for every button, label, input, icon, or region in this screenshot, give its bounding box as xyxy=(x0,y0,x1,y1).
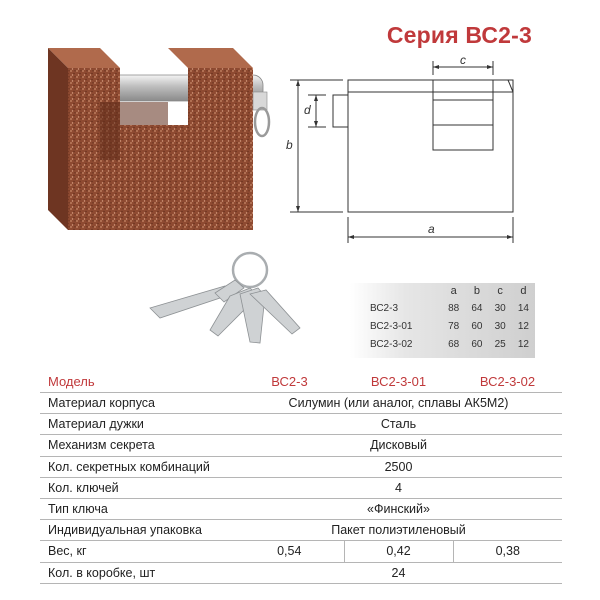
dim-value: 78 xyxy=(448,320,460,332)
table-row xyxy=(40,393,562,414)
spec-value: Пакет полиэтиленовый xyxy=(235,520,562,541)
dim-model: ВС2-3 xyxy=(370,302,399,314)
spec-label: Материал корпуса xyxy=(40,393,235,414)
keys-image xyxy=(140,248,310,358)
spec-value: 0,54 xyxy=(235,541,344,562)
dim-label-c: c xyxy=(460,53,466,67)
spec-value: 0,42 xyxy=(344,541,453,562)
model-column-header: ВС2-3 xyxy=(271,373,308,389)
table-row xyxy=(40,456,562,477)
spec-value: Сталь xyxy=(235,414,562,435)
dim-value: 30 xyxy=(494,320,506,332)
spec-label: Кол. секретных комбинаций xyxy=(40,456,235,477)
dim-value: 12 xyxy=(517,320,529,332)
padlock-image xyxy=(28,40,278,250)
dimension-drawing xyxy=(288,55,538,255)
dim-model: ВС2-3-01 xyxy=(370,320,413,332)
dimension-table xyxy=(350,283,535,358)
spec-label: Кол. ключей xyxy=(40,477,235,498)
dim-value: 14 xyxy=(517,302,529,314)
model-column-header: ВС2-3-02 xyxy=(479,373,536,389)
dim-value: 12 xyxy=(517,338,529,350)
spec-value: 2500 xyxy=(235,456,562,477)
model-column-header: ВС2-3-01 xyxy=(370,373,427,389)
specs-header-label: Модель xyxy=(48,373,95,389)
table-row xyxy=(40,562,562,583)
specs-header-row xyxy=(40,370,562,393)
table-row xyxy=(40,477,562,498)
spec-value: 24 xyxy=(235,562,562,583)
table-row xyxy=(350,317,535,335)
table-row xyxy=(40,414,562,435)
page-title: Серия ВС2-3 xyxy=(386,22,532,48)
dim-value: 60 xyxy=(471,320,483,332)
table-row xyxy=(40,498,562,519)
spec-label: Материал дужки xyxy=(40,414,235,435)
spec-value: 4 xyxy=(235,477,562,498)
dim-col-header: a xyxy=(450,285,457,297)
dim-model: ВС2-3-02 xyxy=(370,338,413,350)
spec-label: Индивидуальная упаковка xyxy=(40,520,235,541)
spec-label: Тип ключа xyxy=(40,498,235,519)
specs-table xyxy=(40,370,562,584)
table-row xyxy=(350,299,535,317)
spec-value: Силумин (или аналог, сплавы АК5М2) xyxy=(235,393,562,414)
table-row xyxy=(40,541,562,562)
spec-label: Механизм секрета xyxy=(40,435,235,456)
spec-value: Дисковый xyxy=(235,435,562,456)
dim-label-b: b xyxy=(286,138,293,152)
table-row xyxy=(40,435,562,456)
spec-label: Кол. в коробке, шт xyxy=(40,562,235,583)
dim-col-header: d xyxy=(520,285,527,297)
dim-label-a: a xyxy=(428,222,435,236)
dim-col-header: c xyxy=(497,285,503,297)
dim-col-header: b xyxy=(473,285,480,297)
dim-value: 64 xyxy=(471,302,483,314)
spec-value: 0,38 xyxy=(453,541,562,562)
table-row xyxy=(350,335,535,353)
dim-value: 30 xyxy=(494,302,506,314)
dim-value: 60 xyxy=(471,338,483,350)
spec-value: «Финский» xyxy=(235,498,562,519)
dim-value: 25 xyxy=(494,338,506,350)
dim-label-d: d xyxy=(304,103,311,117)
table-row xyxy=(40,520,562,541)
dim-value: 68 xyxy=(448,338,460,350)
spec-label: Вес, кг xyxy=(40,541,235,562)
dim-value: 88 xyxy=(448,302,460,314)
